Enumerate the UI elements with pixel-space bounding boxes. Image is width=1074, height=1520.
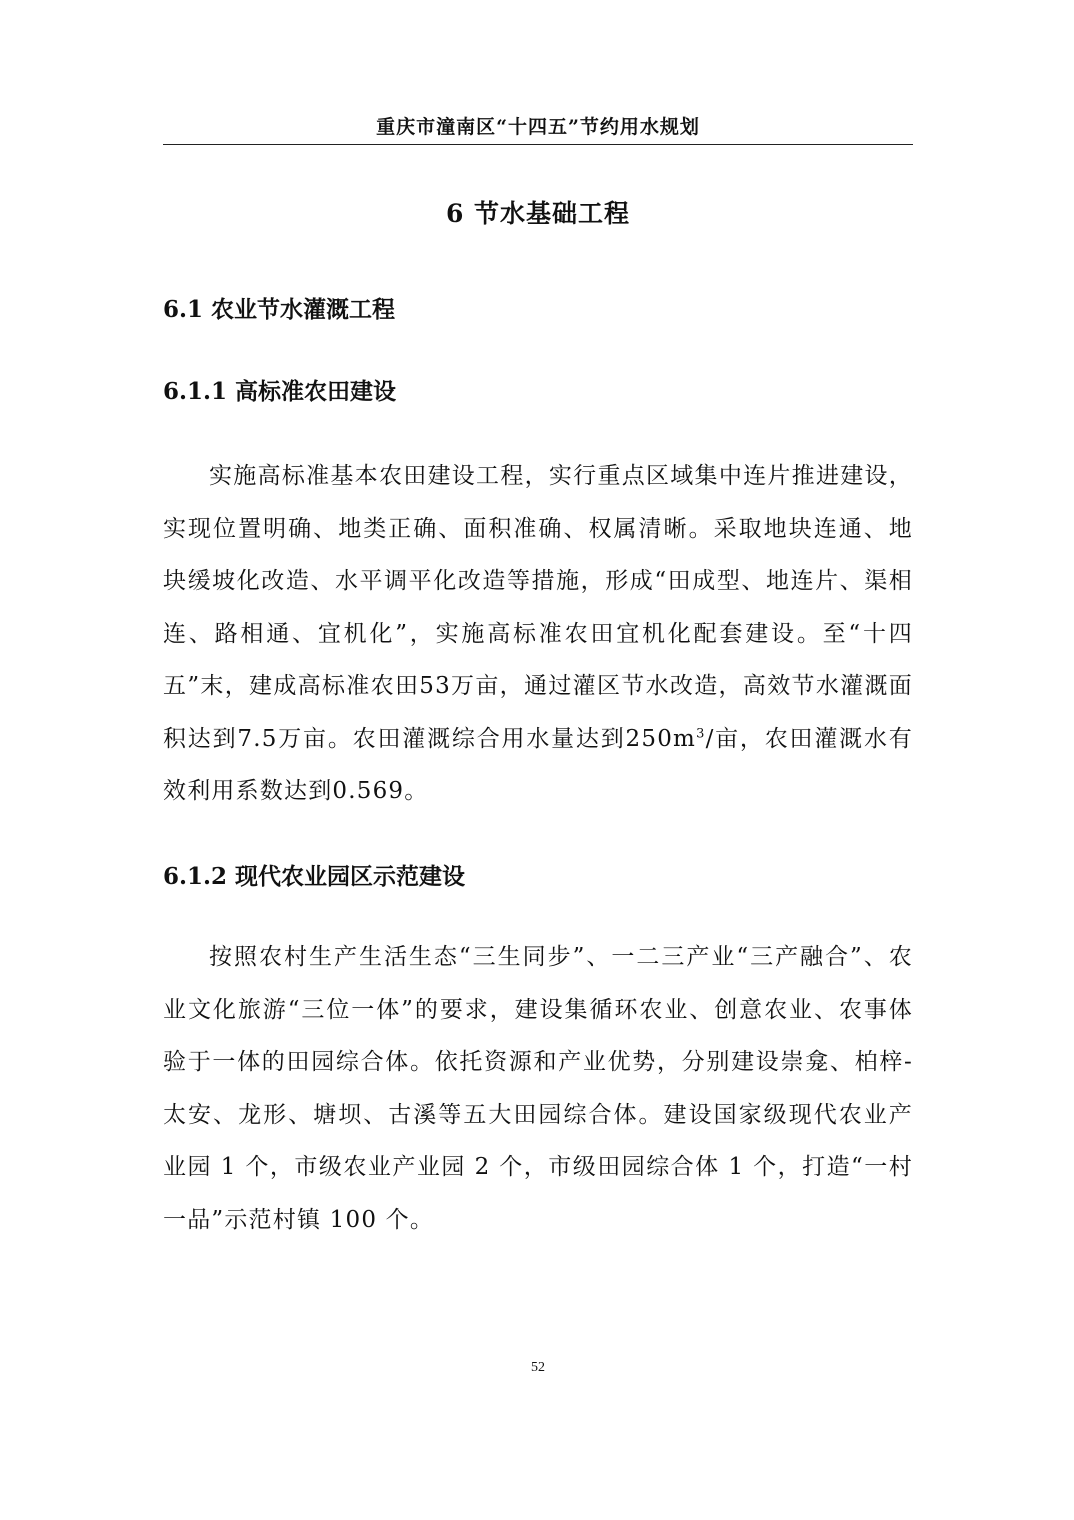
header-divider <box>163 144 913 145</box>
chapter-title: 6 节水基础工程 <box>445 199 631 228</box>
section-heading-6-1 <box>163 291 395 324</box>
paragraph-text: 实施高标准基本农田建设工程，实行重点区域集中连片推进建设，实现位置明确、地类正确、面积准确、权属清晰。采取地块连通、地块缓坡化改造、水平调平化改造等措施，形成“田成型、地连片、渠相连、路相通、宜机化”，实施高标准农田宜机化配套建设。至“十四五”末，建成高标准农田53万亩，通过灌区节水改造，高效节水灌溉面积达到7.5万亩。农田灌溉综合用水量达到250m <box>163 463 913 752</box>
page-number: 52 <box>531 1360 545 1375</box>
section-title: 现代农业园区示范建设 <box>235 863 466 890</box>
section-heading-6-1-2 <box>163 858 465 891</box>
section-number: 6.1.2 <box>163 863 228 890</box>
section-title: 农业节水灌溉工程 <box>211 296 396 323</box>
paragraph-text: /亩，农田灌溉水有效利用系数达到0.569。 <box>163 725 913 804</box>
section-title: 高标准农田建设 <box>235 378 397 405</box>
section-heading-6-1-1 <box>163 373 396 406</box>
paragraph-agri-park: 按照农村生产生活生态“三生同步”、一二三产业“三产融合”、农业文化旅游“三位一体”的要求，建设集循环农业、创意农业、农事体验于一体的田园综合体。依托资源和产业优势，分别建设崇龛、柏梓-太安、龙形、塘坝、古溪等五大田园综合体。建设国家级现代农业产业园 1 个，市级农业产业园 2 个，市级田园综合体 1 个，打造“一村一品”示范村镇 100 个。 <box>163 944 913 1233</box>
section-number: 6.1 <box>163 296 204 323</box>
section-number: 6.1.1 <box>163 378 228 405</box>
paragraph-farmland <box>163 450 913 818</box>
superscript-three: 3 <box>696 725 706 741</box>
running-header: 重庆市潼南区“十四五”节约用水规划 <box>376 116 700 138</box>
